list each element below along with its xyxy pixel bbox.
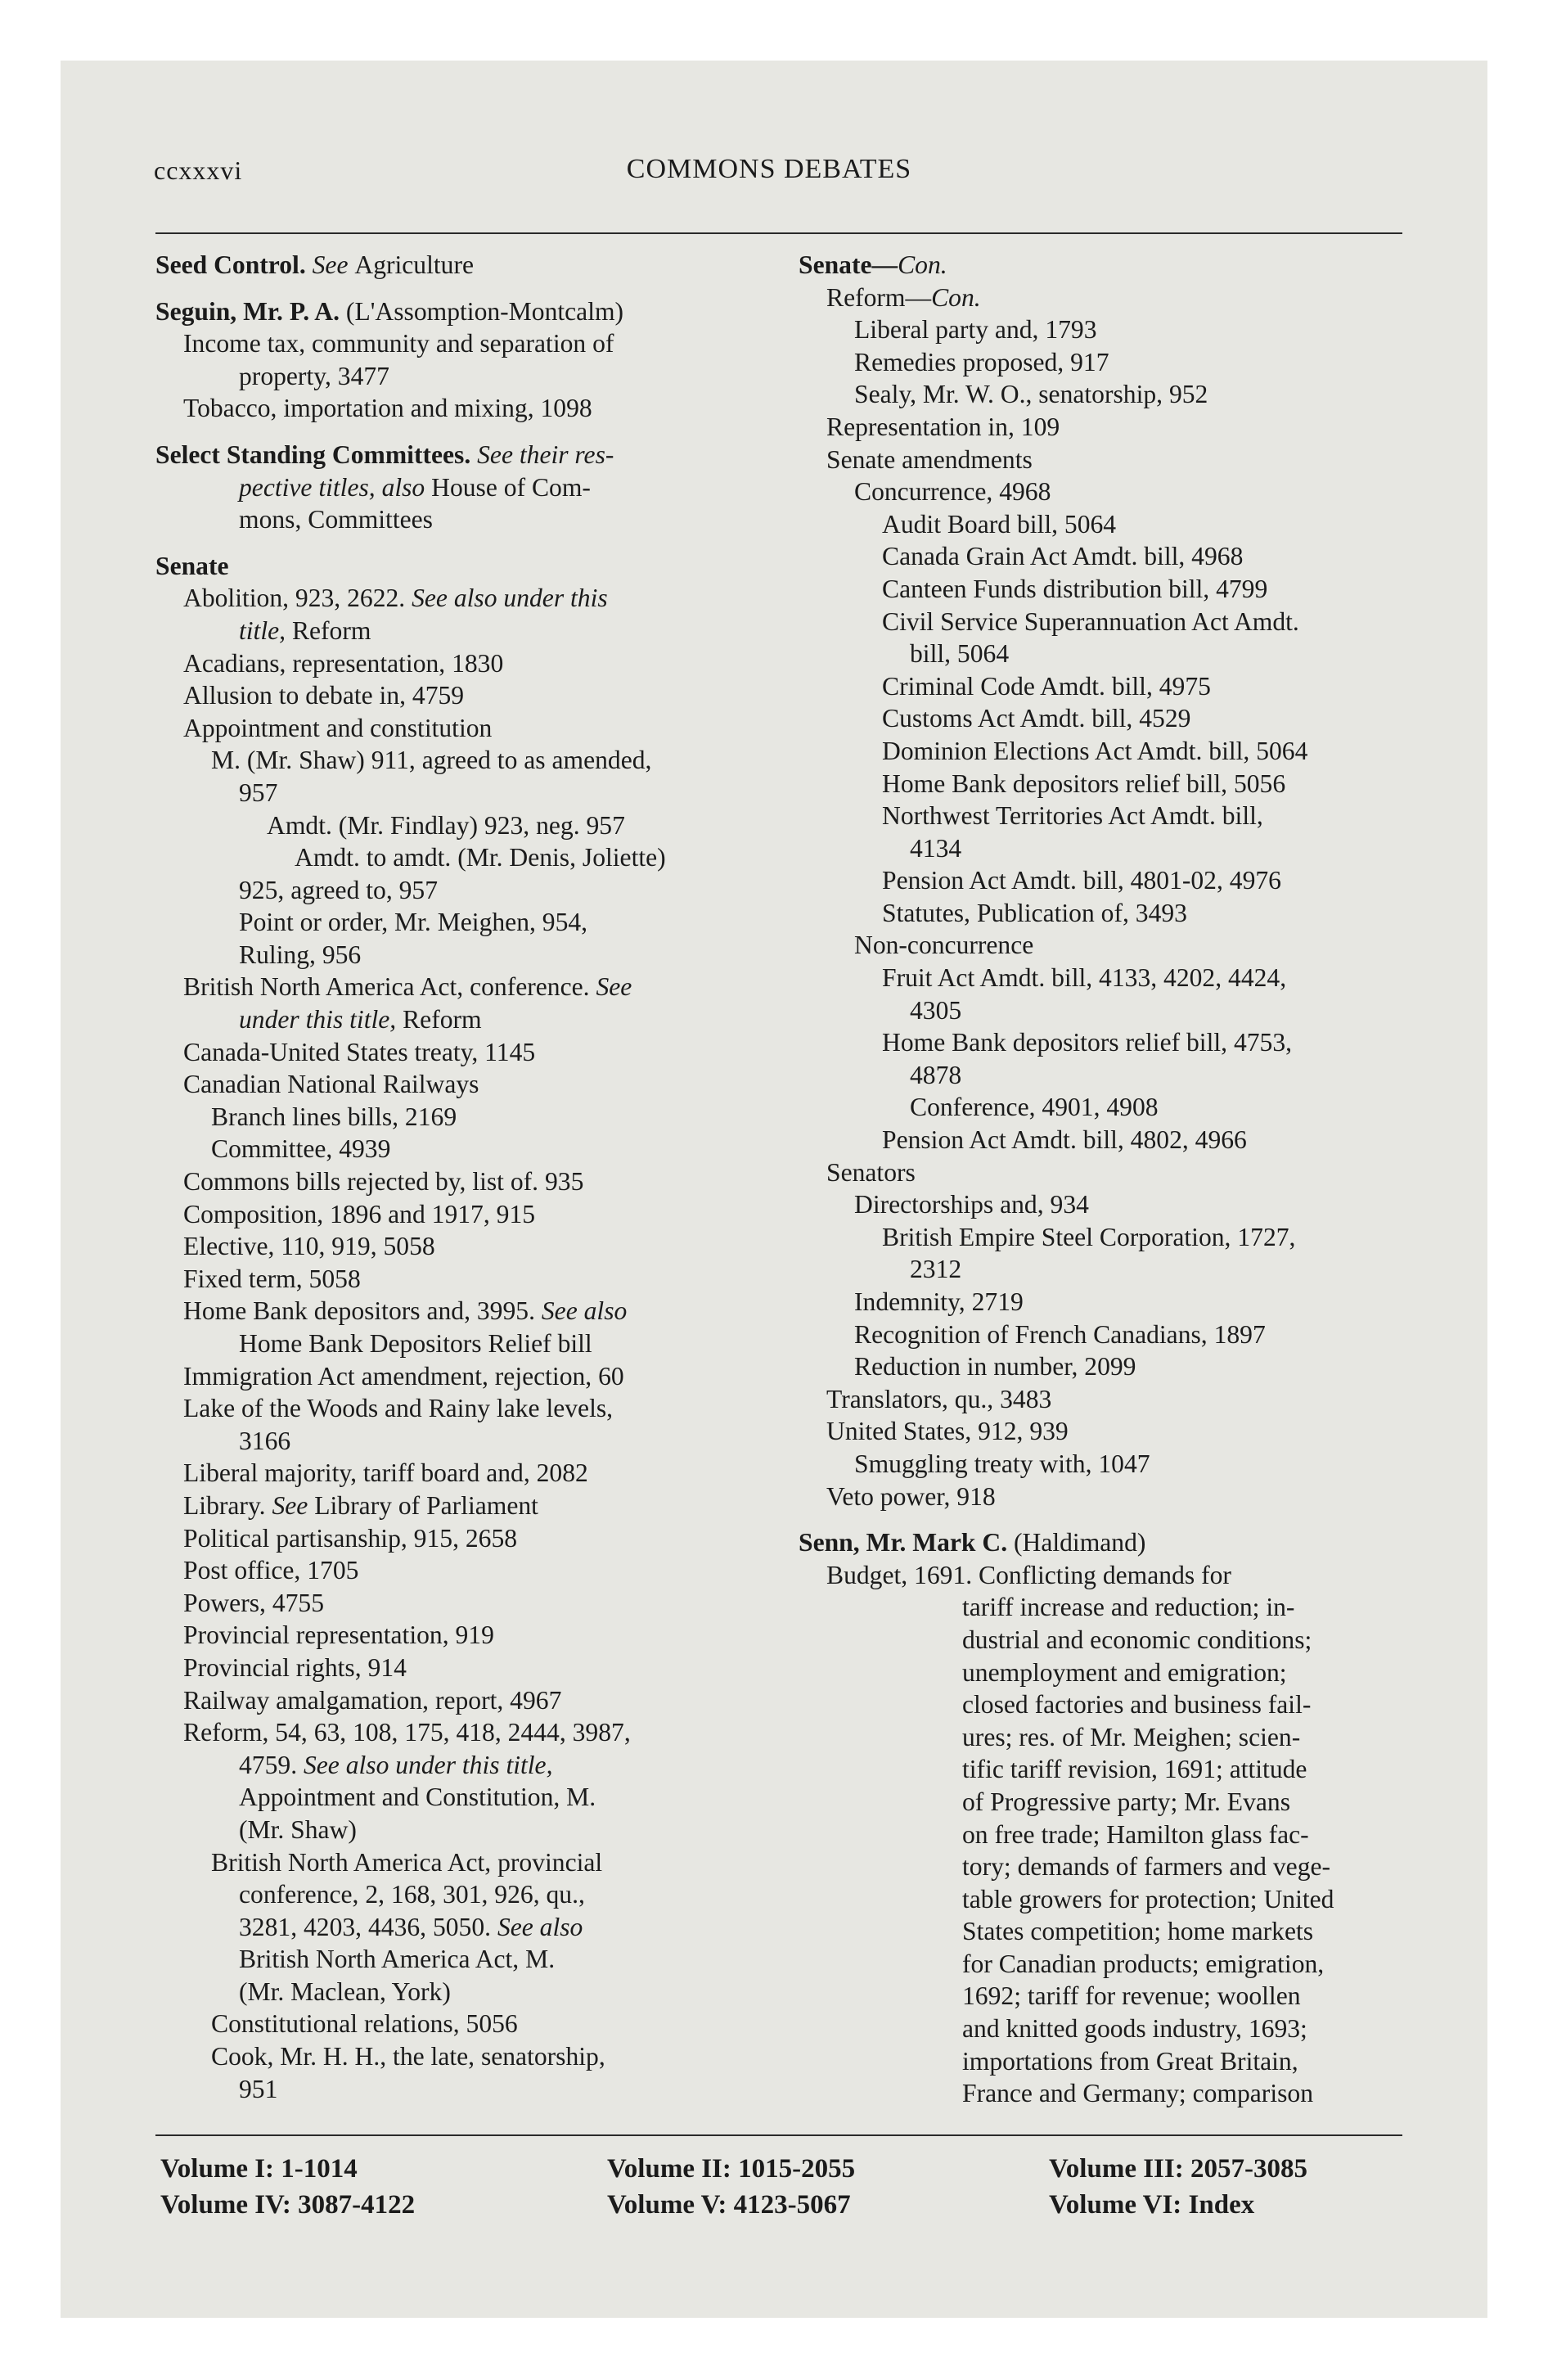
entry-text: Directorships and, 934 — [854, 1190, 1089, 1219]
entry-text: (Haldimand) — [1014, 1528, 1146, 1557]
entry-text: Civil Service Superannuation Act Amdt. — [882, 606, 1299, 636]
index-entry — [155, 471, 777, 504]
index-entry — [799, 2045, 1420, 2078]
entry-text: Lake of the Woods and Rainy lake levels, — [183, 1394, 614, 1423]
entry-text: Reform, 54, 63, 108, 175, 418, 2444, 3987, — [183, 1718, 631, 1747]
index-entry — [155, 360, 777, 393]
index-entry — [799, 800, 1420, 832]
entry-text: Reform — [291, 615, 371, 645]
entry-text: Customs Act Amdt. bill, 4529 — [882, 704, 1191, 733]
index-entry — [155, 1490, 777, 1522]
entry-spacer — [799, 1512, 1420, 1526]
entry-text: United States, 912, 939 — [826, 1417, 1069, 1446]
index-entry — [799, 1026, 1420, 1059]
index-entry — [155, 1716, 777, 1749]
entry-text: Con. — [931, 282, 981, 312]
entry-text: Reform— — [826, 282, 932, 312]
index-heading — [799, 249, 1420, 282]
index-entry — [155, 1165, 777, 1198]
entry-text: under this title, — [239, 1005, 403, 1034]
index-entry — [799, 1915, 1420, 1948]
index-entry — [799, 1883, 1420, 1916]
entry-text: 925, agreed to, 957 — [239, 875, 439, 904]
footer-volume-5: Volume V: 4123-5067 — [607, 2190, 851, 2220]
entry-text: property, 3477 — [239, 361, 389, 390]
entry-text: Fruit Act Amdt. bill, 4133, 4202, 4424, — [882, 963, 1287, 993]
index-heading — [155, 249, 777, 282]
entry-text: Canteen Funds distribution bill, 4799 — [882, 574, 1268, 603]
page-number: ccxxxvi — [154, 156, 243, 185]
index-entry — [155, 1749, 777, 1782]
entry-text: See also under this title, — [303, 1750, 553, 1779]
index-column-right — [799, 249, 1420, 2110]
index-entry — [155, 1522, 777, 1555]
index-entry — [799, 1591, 1420, 1624]
index-entry — [799, 735, 1420, 768]
index-entry — [799, 346, 1420, 379]
index-entry — [155, 679, 777, 712]
entry-text: M. (Mr. Shaw) 911, agreed to as amended, — [211, 746, 652, 775]
entry-text: Tobacco, importation and mixing, 1098 — [183, 394, 592, 423]
index-entry — [799, 1448, 1420, 1481]
footer-rule — [155, 2134, 1402, 2136]
index-entry — [799, 897, 1420, 930]
index-entry — [799, 378, 1420, 411]
entry-text: Dominion Elections Act Amdt. bill, 5064 — [882, 736, 1308, 765]
entry-text: unemployment and emigration; — [962, 1657, 1287, 1687]
index-entry — [799, 282, 1420, 314]
index-entry — [155, 1684, 777, 1717]
index-entry — [799, 1350, 1420, 1383]
entry-text: pective titles, also — [239, 472, 432, 502]
entry-text: Appointment and Constitution, M. — [239, 1783, 596, 1812]
index-column-left — [155, 249, 777, 2105]
index-entry — [799, 1980, 1420, 2013]
index-entry — [799, 1383, 1420, 1416]
index-entry — [799, 1819, 1420, 1851]
entry-text: Abolition, 923, 2622. — [183, 584, 412, 613]
entry-text: and knitted goods industry, 1693; — [962, 2014, 1307, 2044]
entry-text: Committee, 4939 — [211, 1134, 391, 1164]
entry-text: (Mr. Shaw) — [239, 1814, 357, 1844]
index-entry — [155, 1587, 777, 1620]
header-rule — [155, 232, 1402, 234]
entry-text: See also — [541, 1296, 628, 1326]
entry-text: Senate amendments — [826, 444, 1033, 474]
index-entry — [799, 1850, 1420, 1883]
entry-text: Budget, 1691. Conflicting demands for — [826, 1560, 1231, 1589]
entry-text: (Mr. Maclean, York) — [239, 1977, 451, 2006]
entry-spacer — [155, 425, 777, 439]
entry-text: Veto power, 918 — [826, 1481, 996, 1511]
entry-text: of Progressive party; Mr. Evans — [962, 1787, 1290, 1816]
index-entry — [155, 1392, 777, 1425]
entry-text: Constitutional relations, 5056 — [211, 2009, 518, 2039]
footer-volume-2: Volume II: 1015-2055 — [607, 2154, 856, 2184]
entry-text: on free trade; Hamilton glass fac- — [962, 1819, 1309, 1849]
index-entry — [799, 1786, 1420, 1819]
footer-volume-6: Volume VI: Index — [1049, 2190, 1255, 2220]
entry-text: France and Germany; comparison — [962, 2079, 1313, 2108]
index-entry — [799, 1188, 1420, 1221]
index-entry — [155, 647, 777, 680]
index-entry — [155, 874, 777, 907]
footer-volume-3: Volume III: 2057-3085 — [1049, 2154, 1307, 2184]
index-entry — [155, 1814, 777, 1846]
entry-text: Political partisanship, 915, 2658 — [183, 1523, 518, 1553]
index-entry — [799, 1253, 1420, 1286]
entry-text: Representation in, 109 — [826, 412, 1060, 441]
index-entry — [155, 1133, 777, 1165]
entry-text: British North America Act, M. — [239, 1945, 556, 1974]
index-entry — [799, 1481, 1420, 1513]
index-entry — [799, 832, 1420, 865]
index-entry — [155, 1457, 777, 1490]
index-entry — [799, 962, 1420, 994]
index-entry — [155, 2008, 777, 2040]
index-entry — [799, 670, 1420, 703]
entry-text: Translators, qu., 3483 — [826, 1384, 1052, 1413]
entry-text: Cook, Mr. H. H., the late, senatorship, — [211, 2042, 605, 2071]
index-entry — [155, 1652, 777, 1684]
entry-text: for Canadian products; emigration, — [962, 1949, 1325, 1978]
entry-text: Smuggling treaty with, 1047 — [854, 1449, 1150, 1478]
entry-text: Library. — [183, 1490, 272, 1520]
index-entry — [155, 841, 777, 874]
entry-text: Canada-United States treaty, 1145 — [183, 1037, 536, 1066]
running-head: COMMONS DEBATES — [626, 154, 912, 184]
entry-text: Northwest Territories Act Amdt. bill, — [882, 801, 1263, 831]
entry-text: Concurrence, 4968 — [854, 477, 1051, 507]
index-entry — [155, 1198, 777, 1231]
entry-text: Senate— — [799, 250, 898, 279]
index-entry — [155, 1068, 777, 1101]
entry-text: Branch lines bills, 2169 — [211, 1102, 457, 1131]
index-entry — [799, 1286, 1420, 1318]
entry-text: See also — [497, 1912, 583, 1941]
entry-text: Non-concurrence — [854, 931, 1034, 960]
entry-text: Agriculture — [354, 250, 475, 279]
entry-text: Seguin, Mr. P. A. — [155, 296, 346, 326]
index-heading — [155, 550, 777, 583]
index-entry — [155, 1003, 777, 1036]
index-entry — [155, 327, 777, 360]
index-entry — [155, 392, 777, 425]
index-entry — [799, 411, 1420, 444]
entry-text: 4878 — [910, 1060, 962, 1089]
index-entry — [155, 1976, 777, 2008]
entry-text: Remedies proposed, 917 — [854, 347, 1109, 376]
index-entry — [799, 508, 1420, 541]
entry-text: mons, Committees — [239, 505, 433, 534]
index-entry — [799, 606, 1420, 638]
footer-volumes-col1 — [160, 2151, 415, 2223]
index-entry — [155, 1295, 777, 1327]
entry-text: Provincial representation, 919 — [183, 1620, 494, 1650]
index-entry — [799, 1124, 1420, 1156]
entry-text: Statutes, Publication of, 3493 — [882, 898, 1187, 927]
footer-volume-1: Volume I: 1-1014 — [160, 2154, 358, 2184]
index-entry — [155, 1878, 777, 1911]
entry-text: 4305 — [910, 995, 962, 1025]
entry-text: Senators — [826, 1157, 916, 1187]
entry-text: Audit Board bill, 5064 — [882, 509, 1117, 539]
entry-text: See their res- — [477, 439, 614, 469]
entry-text: Pension Act Amdt. bill, 4802, 4966 — [882, 1125, 1247, 1155]
entry-text: tific tariff revision, 1691; attitude — [962, 1755, 1307, 1784]
entry-text: Sealy, Mr. W. O., senatorship, 952 — [854, 380, 1208, 409]
index-entry — [799, 929, 1420, 962]
index-entry — [155, 1036, 777, 1069]
entry-text: Con. — [898, 250, 947, 279]
index-entry — [799, 2013, 1420, 2045]
index-entry — [799, 1091, 1420, 1124]
index-heading — [799, 1526, 1420, 1559]
index-entry — [155, 1425, 777, 1458]
index-entry — [155, 615, 777, 647]
entry-text: Powers, 4755 — [183, 1588, 325, 1617]
entry-text: Liberal majority, tariff board and, 2082 — [183, 1458, 588, 1488]
entry-text: Appointment and constitution — [183, 713, 493, 742]
entry-spacer — [155, 282, 777, 295]
entry-text: Conference, 4901, 4908 — [910, 1093, 1159, 1122]
index-entry — [155, 1619, 777, 1652]
index-entry — [155, 744, 777, 777]
footer-volumes-col2 — [607, 2151, 855, 2223]
entry-text: See — [272, 1490, 315, 1520]
entry-text: Liberal party and, 1793 — [854, 315, 1097, 345]
index-entry — [799, 1318, 1420, 1351]
entry-text: Fixed term, 5058 — [183, 1264, 361, 1293]
entry-text: British Empire Steel Corporation, 1727, — [882, 1222, 1296, 1251]
entry-text: Select Standing Committees. — [155, 439, 478, 469]
index-entry — [155, 1911, 777, 1944]
entry-text: closed factories and business fail- — [962, 1690, 1312, 1720]
index-entry — [155, 1101, 777, 1134]
index-heading — [155, 439, 777, 471]
index-entry — [155, 939, 777, 971]
entry-text: tory; demands of farmers and vege- — [962, 1852, 1331, 1882]
entry-text: Amdt. to amdt. (Mr. Denis, Joliette) — [295, 843, 666, 872]
index-entry — [799, 994, 1420, 1027]
index-entry — [155, 712, 777, 745]
entry-text: 4759. — [239, 1750, 304, 1779]
index-entry — [155, 1943, 777, 1976]
entry-text: bill, 5064 — [910, 639, 1010, 669]
index-entry — [799, 864, 1420, 897]
entry-text: (L'Assomption-Montcalm) — [345, 296, 624, 326]
entry-text: 957 — [239, 778, 278, 807]
entry-text: 951 — [239, 2074, 278, 2103]
entry-text: Home Bank depositors relief bill, 5056 — [882, 769, 1286, 798]
entry-text: Home Bank depositors relief bill, 4753, — [882, 1028, 1293, 1057]
index-entry — [155, 777, 777, 809]
entry-text: Criminal Code Amdt. bill, 4975 — [882, 671, 1211, 701]
entry-text: Indemnity, 2719 — [854, 1287, 1024, 1316]
entry-text: House of Com- — [431, 472, 591, 502]
index-entry — [155, 1846, 777, 1879]
index-entry — [155, 2040, 777, 2073]
index-entry — [799, 313, 1420, 346]
entry-text: title, — [239, 615, 292, 645]
entry-text: Provincial rights, 914 — [183, 1652, 407, 1682]
entry-spacer — [155, 536, 777, 550]
entry-text: Commons bills rejected by, list of. 935 — [183, 1167, 584, 1197]
index-entry — [155, 1263, 777, 1296]
index-entry — [155, 1327, 777, 1360]
entry-text: Income tax, community and separation of — [183, 329, 614, 358]
entry-text: Reform — [403, 1005, 482, 1034]
entry-text: Reduction in number, 2099 — [854, 1352, 1136, 1382]
entry-text: ures; res. of Mr. Meighen; scien- — [962, 1722, 1301, 1751]
footer-volumes-col3 — [1049, 2151, 1307, 2223]
entry-text: Home Bank depositors and, 3995. — [183, 1296, 542, 1326]
index-entry — [155, 2073, 777, 2106]
index-entry — [799, 702, 1420, 735]
entry-text: 2312 — [910, 1255, 962, 1284]
entry-text: tariff increase and reduction; in- — [962, 1593, 1295, 1622]
index-entry — [799, 768, 1420, 800]
index-entry — [799, 638, 1420, 670]
index-entry — [799, 1559, 1420, 1592]
entry-text: Seed Control. — [155, 250, 313, 279]
entry-text: Library of Parliament — [314, 1490, 538, 1520]
index-entry — [155, 1554, 777, 1587]
index-entry — [799, 573, 1420, 606]
entry-text: dustrial and economic conditions; — [962, 1625, 1312, 1654]
index-entry — [799, 1657, 1420, 1689]
index-heading — [155, 295, 777, 328]
index-entry — [799, 1156, 1420, 1189]
entry-text: Pension Act Amdt. bill, 4801-02, 4976 — [882, 866, 1281, 895]
entry-text: Immigration Act amendment, rejection, 60 — [183, 1361, 624, 1391]
index-entry — [155, 503, 777, 536]
index-entry — [799, 1624, 1420, 1657]
entry-text: 3281, 4203, 4436, 5050. — [239, 1912, 497, 1941]
index-entry — [799, 1688, 1420, 1721]
entry-text: 3166 — [239, 1426, 291, 1455]
index-entry — [799, 444, 1420, 476]
index-entry — [155, 1360, 777, 1393]
index-entry — [155, 1230, 777, 1263]
index-entry — [799, 1721, 1420, 1754]
index-entry — [799, 1753, 1420, 1786]
entry-text: table growers for protection; United — [962, 1884, 1334, 1913]
entry-text: Home Bank Depositors Relief bill — [239, 1329, 592, 1358]
index-entry — [799, 1948, 1420, 1981]
index-entry — [799, 1415, 1420, 1448]
entry-text: See — [312, 250, 355, 279]
index-entry — [155, 906, 777, 939]
entry-text: Canada Grain Act Amdt. bill, 4968 — [882, 542, 1244, 571]
index-entry — [799, 476, 1420, 508]
entry-text: importations from Great Britain, — [962, 2046, 1298, 2076]
index-entry — [799, 1221, 1420, 1254]
entry-text: Point or order, Mr. Meighen, 954, — [239, 908, 588, 937]
entry-text: British North America Act, conference. — [183, 972, 596, 1002]
entry-text: Senate — [155, 551, 229, 580]
entry-text: Canadian National Railways — [183, 1070, 479, 1099]
footer-volume-4: Volume IV: 3087-4122 — [160, 2190, 416, 2220]
entry-text: Composition, 1896 and 1917, 915 — [183, 1199, 536, 1228]
index-entry — [155, 809, 777, 842]
entry-text: Senn, Mr. Mark C. — [799, 1528, 1014, 1557]
index-entry — [799, 1059, 1420, 1092]
entry-text: Railway amalgamation, report, 4967 — [183, 1685, 562, 1715]
entry-text: Recognition of French Canadians, 1897 — [854, 1319, 1266, 1349]
entry-text: 1692; tariff for revenue; woollen — [962, 1981, 1301, 2011]
entry-text: Elective, 110, 919, 5058 — [183, 1232, 435, 1261]
entry-text: Amdt. (Mr. Findlay) 923, neg. 957 — [267, 810, 625, 840]
entry-text: States competition; home markets — [962, 1917, 1314, 1946]
entry-text: Acadians, representation, 1830 — [183, 648, 504, 678]
entry-text: Allusion to debate in, 4759 — [183, 681, 465, 710]
index-entry — [155, 582, 777, 615]
entry-text: British North America Act, provincial — [211, 1847, 603, 1877]
entry-text: Post office, 1705 — [183, 1556, 359, 1585]
index-entry — [155, 971, 777, 1003]
entry-text: See — [596, 972, 632, 1002]
entry-text: 4134 — [910, 833, 962, 863]
entry-text: conference, 2, 168, 301, 926, qu., — [239, 1880, 585, 1909]
entry-text: See also under this — [412, 584, 608, 613]
index-entry — [799, 540, 1420, 573]
index-entry — [799, 2077, 1420, 2110]
index-entry — [155, 1781, 777, 1814]
entry-text: Ruling, 956 — [239, 940, 362, 969]
